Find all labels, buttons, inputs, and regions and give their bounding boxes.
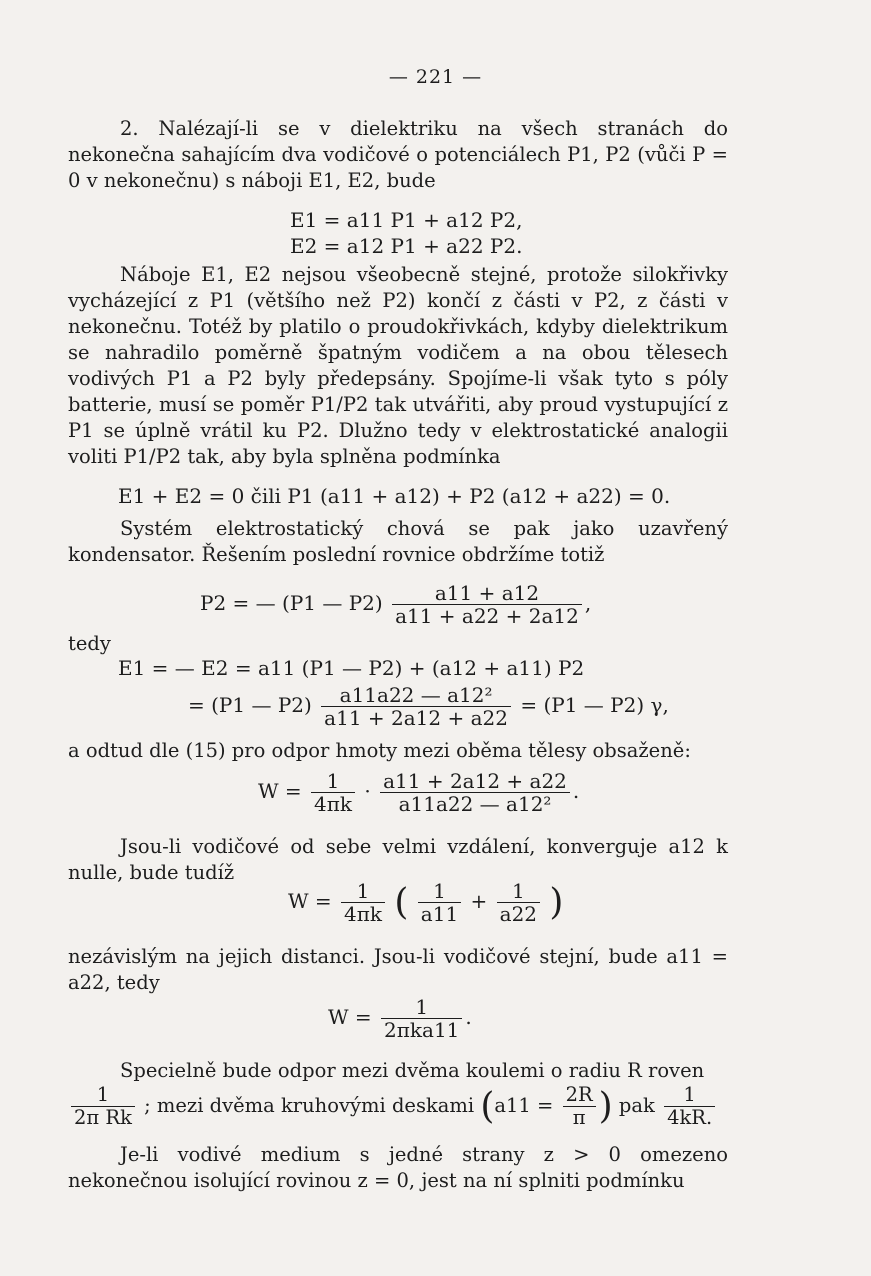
eq4b-lhs: = (P1 — P2) [188, 693, 312, 717]
p8-f3-denominator: 4kR. [667, 1106, 713, 1129]
paragraph-2: Náboje E1, E2 nejsou všeobecně stejné, protože silokřivky vycházející z P1 (většího než P2) končí z části v P2, z části v nekonečnu. Totéž by platilo o proudokřivkách, kdyby dielektrikum se nahradilo poměrně špatným vodičem a na obou tělesech vodivých P1 a P2 byly předepsány. Spojíme-li však tyto s póly batterie, musí se poměr P1/P2 tak utvářiti, aby proud vystupující z P1 se úplně vrátil ku P2. Dlužno tedy v elektrostatické analogii voliti P1/P2 tak, aby byla splněna podmínka [68, 263, 728, 468]
p8-close-paren: ) [598, 1086, 613, 1127]
p8-fraction-1 [71, 1084, 135, 1129]
equation-e1: E1 = a11 P1 + a12 P2, [290, 208, 523, 232]
p8-middle-text: ; mezi dvěma kruhovými deskami [144, 1094, 475, 1117]
eq7-period: . [465, 1005, 472, 1029]
eq3-fraction [392, 582, 582, 627]
p8-f2-denominator: π [572, 1106, 586, 1129]
eq6-b-denominator: a22 [499, 902, 538, 926]
eq3-numerator: a11 + a12 [392, 582, 582, 605]
eq5-fraction-2 [380, 770, 570, 815]
eq6-lhs: W = [288, 889, 332, 913]
eq6-fraction-a [418, 880, 461, 925]
paragraph-3: Systém elektrostatický chová se pak jako uzavřený kondensator. Řešením poslední rovnice obdržíme totiž [68, 517, 728, 566]
p8-fraction-3 [664, 1084, 715, 1129]
eq3-denominator: a11 + a22 + 2a12 [395, 604, 579, 628]
equation-e2: E2 = a12 P1 + a22 P2. [290, 234, 523, 258]
p8-open-paren: ( [480, 1086, 495, 1127]
paragraph-7: Specielně bude odpor mezi dvěma koulemi o radiu R roven [120, 1059, 705, 1082]
equation-far-apart [288, 880, 563, 925]
eq5-f1-numerator: 1 [311, 770, 355, 793]
eq6-b-numerator: 1 [497, 880, 540, 903]
paragraph-4: a odtud dle (15) pro odpor hmoty mezi oběma tělesy obsaženě: [68, 739, 691, 762]
p8-f3-numerator: 1 [664, 1084, 715, 1107]
eq3-comma: , [584, 591, 592, 615]
equation-condition: E1 + E2 = 0 čili P1 (a11 + a12) + P2 (a12 + a22) = 0. [118, 484, 671, 508]
paragraph-9: Je-li vodivé medium s jedné strany z > 0 omezeno nekonečnou isolující rovinou z = 0, jest na ní splniti podmínku [68, 1143, 728, 1192]
paragraph-6: nezávislým na jejich distanci. Jsou-li vodičové stejní, bude a11 = a22, tedy [68, 945, 728, 994]
eq7-numerator: 1 [381, 996, 462, 1019]
eq6-fraction-1 [341, 880, 385, 925]
eq6-open-paren: ( [394, 882, 409, 923]
equation-resistance [258, 770, 579, 815]
p8-pak: pak [618, 1094, 655, 1117]
eq5-dot: · [364, 779, 371, 803]
eq6-a-numerator: 1 [418, 880, 461, 903]
word-tedy: tedy [68, 632, 111, 655]
eq5-period: . [572, 779, 580, 803]
eq6-fraction-b [497, 880, 540, 925]
eq5-f2-denominator: a11a22 — a12² [398, 792, 552, 816]
eq4b-denominator: a11 + 2a12 + a22 [324, 706, 508, 730]
equation-gamma [188, 684, 669, 729]
eq5-f2-numerator: a11 + 2a12 + a22 [380, 770, 570, 793]
p8-f1-numerator: 1 [71, 1084, 135, 1107]
line-spheres-disks [68, 1084, 718, 1129]
eq7-lhs: W = [328, 1005, 372, 1029]
eq6-a-denominator: a11 [420, 902, 459, 926]
eq3-lhs: P2 = — (P1 — P2) [200, 591, 383, 615]
eq4b-fraction [321, 684, 511, 729]
eq5-f1-denominator: 4πk [314, 792, 353, 816]
page-number: — 221 — [388, 66, 483, 88]
p8-inner: a11 = [494, 1094, 554, 1117]
equation-p2 [200, 582, 591, 627]
paragraph-1: 2. Nalézají-li se v dielektriku na všech stranách do nekonečna sahajícím dva vodičové o potenciálech P1, P2 (vůči P = 0 v nekonečnu) s náboji E1, E2, bude [68, 117, 728, 192]
eq7-denominator: 2πka11 [384, 1018, 460, 1042]
eq5-fraction-1 [311, 770, 355, 815]
eq7-fraction [381, 996, 462, 1041]
equation-e1-e2: E1 = — E2 = a11 (P1 — P2) + (a12 + a11) P2 [118, 656, 585, 680]
equation-equal-conductors [328, 996, 472, 1041]
p8-f2-numerator: 2R [563, 1084, 596, 1107]
eq4b-rhs: = (P1 — P2) γ, [520, 693, 669, 717]
eq4b-numerator: a11a22 — a12² [321, 684, 511, 707]
eq6-plus: + [470, 889, 488, 913]
paragraph-5: Jsou-li vodičové od sebe velmi vzdálení, konverguje a12 k nulle, bude tudíž [68, 835, 728, 884]
p8-fraction-2 [563, 1084, 596, 1129]
eq6-close-paren: ) [549, 882, 564, 923]
eq6-f1-denominator: 4πk [344, 902, 383, 926]
p8-f1-denominator: 2π Rk [74, 1106, 132, 1129]
eq5-lhs: W = [258, 779, 302, 803]
eq6-f1-numerator: 1 [341, 880, 385, 903]
